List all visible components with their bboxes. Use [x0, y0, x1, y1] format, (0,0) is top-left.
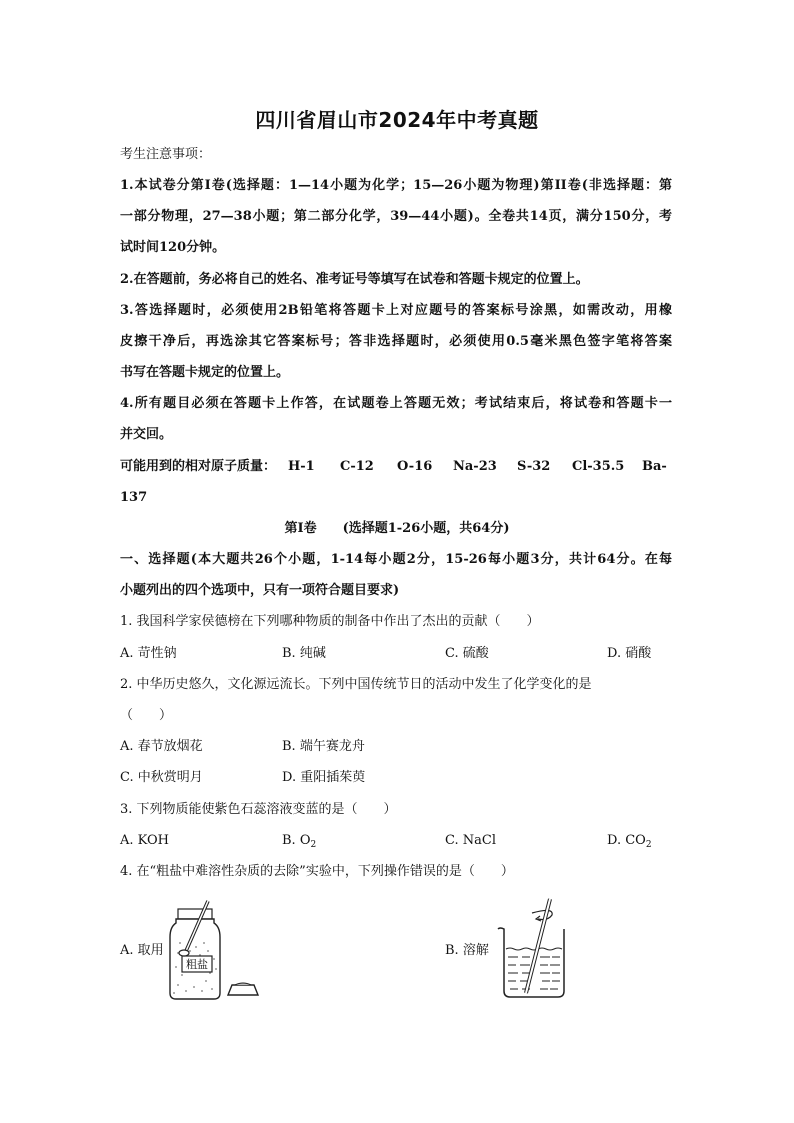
question-2-stem: 2. 中华历史悠久，文化源远流长。下列中国传统节日的活动中发生了化学变化的是	[120, 677, 592, 692]
notice-item-2: 2.在答题前，务必将自己的姓名、准考证号等填写在试卷和答题卡规定的位置上。	[120, 272, 589, 287]
question-1-option-d: D. 硝酸	[607, 646, 652, 661]
question-2-option-b: B. 端午赛龙舟	[282, 739, 365, 754]
notice-item-4-line-1: 4.所有题目必须在答题卡上作答，在试题卷上答题无效；考试结束后，将试卷和答题卡一	[120, 396, 672, 411]
atomic-mass-ba: Ba-	[642, 459, 667, 474]
question-4-option-a: A. 取用	[120, 943, 164, 958]
question-1-stem: 1. 我国科学家侯德榜在下列哪种物质的制备中作出了杰出的贡献（ ）	[120, 614, 540, 629]
question-3-option-b: B. $O_2$	[282, 833, 317, 850]
atomic-mass-na: Na-23	[453, 459, 497, 474]
question-4-option-b: B. 溶解	[445, 943, 489, 958]
jar-label: 粗盐	[186, 958, 208, 971]
atomic-mass-h: H-1	[288, 459, 315, 474]
question-3-option-a: A. KOH	[120, 833, 170, 848]
notice-item-4-line-2: 并交回。	[120, 427, 173, 442]
notice-item-3-line-2: 皮擦干净后，再选涂其它答案标号；答非选择题时，必须使用0.5毫米黑色签字笔将答案	[120, 334, 672, 349]
notice-item-1-line-2: 一部分物理，27—38小题；第二部分化学，39—44小题)。全卷共14页，满分150分，考	[120, 209, 672, 224]
question-1-option-b: B. 纯碱	[282, 646, 326, 661]
atomic-mass-label: 可能用到的相对原子质量：	[120, 459, 277, 474]
notice-item-3-line-1: 3.答选择题时，必须使用2B铅笔将答题卡上对应题号的答案标号涂黑，如需改动，用橡	[120, 303, 672, 318]
atomic-mass-cl: Cl-35.5	[572, 459, 625, 474]
notice-heading: 考生注意事项：	[120, 147, 212, 162]
question-1-option-a: A. 苛性钠	[120, 646, 177, 661]
dissolve-beaker-figure	[494, 895, 574, 1001]
question-4-stem: 4. 在“粗盐中难溶性杂质的去除”实验中，下列操作错误的是（ ）	[120, 864, 514, 879]
question-3-option-d: D. $CO_2$	[607, 833, 652, 850]
notice-item-1-line-1: 1.本试卷分第I卷(选择题：1—14小题为化学；15—26小题为物理)第II卷(非选择题：第	[120, 178, 672, 193]
notice-item-3-line-3: 书写在答题卡规定的位置上。	[120, 365, 290, 380]
atomic-mass-s: S-32	[517, 459, 551, 474]
question-2-option-c: C. 中秋赏明月	[120, 770, 203, 785]
section-intro-line-1: 一、选择题(本大题共26个小题，1-14每小题2分，15-26每小题3分，共计64分。在每	[120, 552, 672, 567]
question-1-option-c: C. 硫酸	[445, 646, 489, 661]
question-2-stem-cont: （ ）	[120, 708, 173, 723]
question-2-option-d: D. 重阳插茱萸	[282, 770, 366, 785]
section-title: 第I卷 (选择题1-26小题，共64分)	[284, 521, 510, 536]
question-3-stem: 3. 下列物质能使紫色石蕊溶液变蓝的是（ ）	[120, 802, 397, 817]
question-3-option-c: C. NaCl	[445, 833, 496, 848]
salt-jar-figure	[160, 893, 270, 1003]
question-2-option-a: A. 春节放烟花	[120, 739, 203, 754]
notice-item-1-line-3: 试时间120分钟。	[120, 240, 226, 255]
atomic-mass-continued: 137	[120, 490, 148, 505]
section-intro-line-2: 小题列出的四个选项中，只有一项符合题目要求)	[120, 583, 400, 598]
page-title: 四川省眉山市2024年中考真题	[255, 108, 539, 132]
atomic-mass-o: O-16	[397, 459, 433, 474]
atomic-mass-c: C-12	[340, 459, 374, 474]
